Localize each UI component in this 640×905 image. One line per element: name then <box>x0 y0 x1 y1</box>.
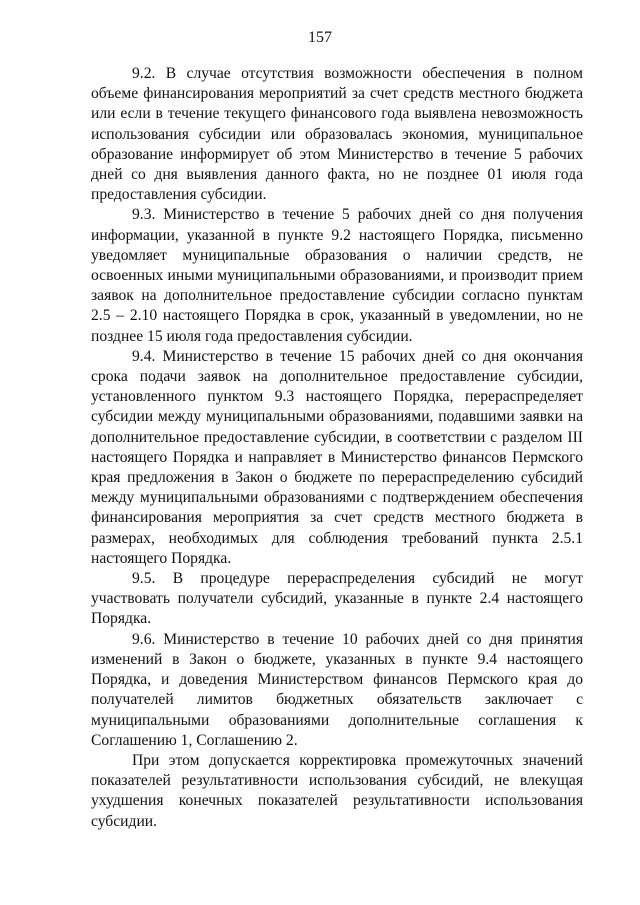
paragraph-9-5: 9.5. В процедуре перераспределения субсидий не могут участвовать получатели субсидий, указанные в пункте 2.4 настоящего Порядка. <box>91 570 583 628</box>
paragraph-9-3: 9.3. Министерство в течение 5 рабочих дней со дня получения информации, указанной в пункте 9.2 настоящего Порядка, письменно уведомляет муниципальные образования о наличии средств, не освоенных иными муниципальными образованиями, и производит прием заявок на дополнительное предоставление субсидии согласно пунктам 2.5 – 2.10 настоящего Порядка в срок, указанный в уведомлении, но не позднее 15 июля года предоставления субсидии. <box>91 206 583 345</box>
paragraph-9-4: 9.4. Министерство в течение 15 рабочих дней со дня окончания срока подачи заявок на дополнительное предоставление субсидии, установленного пунктом 9.3 настоящего Порядка, перераспределяет субсидии между муниципальными образованиями, подавшими заявки на дополнительное предоставление субсидии, в соответствии с разделом III настоящего Порядка и направляет в Министерство финансов Пермского края предложения в Закон о бюджете по перераспределению субсидий между муниципальными образованиями с подтверждением обеспечения финансирования мероприятия за счет средств местного бюджета в размерах, необходимых для соблюдения требований пункта 2.5.1 настоящего Порядка. <box>91 347 583 567</box>
paragraph-9-6: 9.6. Министерство в течение 10 рабочих дней со дня принятия изменений в Закон о бюджете, указанных в пункте 9.4 настоящего Порядка, и доведения Министерством финансов Пермского края до получателей лимитов бюджетных обязательств заключает с муниципальными образованиями дополнительные соглашения к Соглашению 1, Соглашению 2. <box>91 630 583 749</box>
paragraph-note: При этом допускается корректировка промежуточных значений показателей результативности использования субсидий, не влекущая ухудшения конечных показателей результативности использования субсидии. <box>91 751 583 830</box>
document-body <box>91 64 583 832</box>
page-number: 157 <box>308 29 332 46</box>
paragraph-9-2: 9.2. В случае отсутствия возможности обеспечения в полном объеме финансирования мероприятий за счет средств местного бюджета или если в течение текущего финансового года выявлена невозможность использования субсидии или образовалась экономия, муниципальное образование информирует об этом Министерство в течение 5 рабочих дней со дня выявления данного факта, но не позднее 01 июля года предоставления субсидии. <box>91 65 583 204</box>
